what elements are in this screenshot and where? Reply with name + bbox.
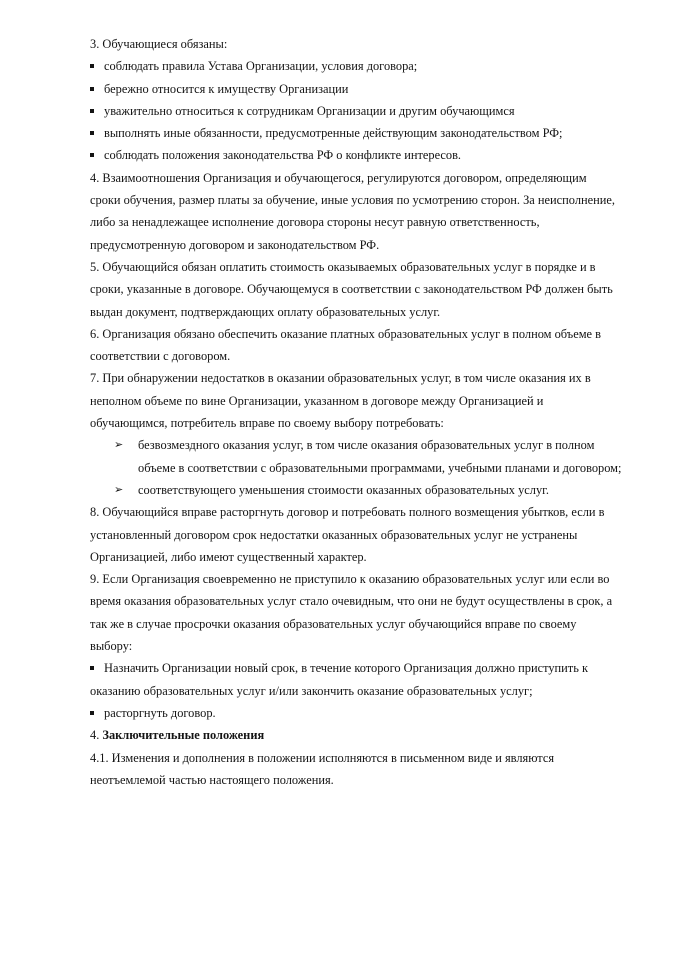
list-item: ➢ безвозмездного оказания услуг, в том числе оказания образовательных услуг в полном объеме в соответствии с образовательными программами, учебными планами и договором; bbox=[90, 434, 632, 479]
list-item: расторгнуть договор. bbox=[90, 702, 632, 724]
item4-paragraph: 4. Взаимоотношения Организация и обучающегося, регулируются договором, определяющим сроки обучения, размер платы за обучение, иные условия по усмотрению сторон. За неисполнение, либо за ненадлежащее исполнение договора стороны несут равную ответственность, предусмотренную договором и законодательством РФ. bbox=[90, 170, 615, 252]
item3-heading: 3. Обучающиеся обязаны: bbox=[90, 37, 228, 51]
arrow-bullet-icon: ➢ bbox=[114, 482, 124, 496]
list-item: ➢ соответствующего уменьшения стоимости оказанных образовательных услуг. bbox=[90, 479, 632, 501]
square-bullet-icon bbox=[90, 144, 104, 166]
section4-heading: 4. Заключительные положения bbox=[90, 728, 265, 743]
square-bullet-icon bbox=[90, 657, 104, 679]
item9-paragraph: 9. Если Организация своевременно не приступило к оказанию образовательных услуг или если во время оказания образовательных услуг стало очевидным, что они не будут осуществлены в срок, а так же в случае просрочки оказания образовательных услуг обучающийся вправе по своему выбору: Назначить Организации новый срок, в течение которого Организация должно приступить к оказанию образовательных услуг и/или закончить оказание образовательных услуг; расторгнуть договор. bbox=[90, 568, 632, 724]
item6-paragraph: 6. Организация обязано обеспечить оказание платных образовательных услуг в полном объеме в соответствии с договором. bbox=[90, 326, 602, 364]
list-item: Назначить Организации новый срок, в течение которого Организация должно приступить к bbox=[90, 657, 632, 679]
square-bullet-icon bbox=[90, 100, 104, 122]
square-bullet-icon bbox=[90, 702, 104, 724]
arrow-bullet-icon: ➢ bbox=[114, 438, 124, 452]
square-bullet-icon bbox=[90, 122, 104, 144]
list-item: соблюдать положения законодательства РФ о конфликте интересов. bbox=[90, 144, 632, 166]
section4-paragraph: 4.1. Изменения и дополнения в положении исполняются в письменном виде и являются неотъемлемой частью настоящего положения. bbox=[90, 750, 555, 787]
item5-paragraph: 5. Обучающийся обязан оплатить стоимость оказываемых образовательных услуг в порядке и в сроки, указанные в договоре. Обучающемуся в соответствии с законодательством РФ должен быть выдан документ, подтверждающих оплату образовательных услуг. bbox=[90, 259, 613, 319]
list-item: уважительно относиться к сотрудникам Организации и другим обучающимся bbox=[90, 100, 632, 122]
item7-paragraph: 7. При обнаружении недостатков в оказании образовательных услуг, в том числе оказания их в неполном объеме по вине Организации, указанном в договоре между Организацией и обучающимся, потребитель вправе по своему выбору потребовать: ➢ безвозмездного оказания услуг, в том числе оказания образовательных услуг в полном объеме в соответствии с образовательными программами, учебными планами и договором; ➢ соответствующего уменьшения стоимости оказанных образовательных услуг. bbox=[90, 367, 632, 501]
section4-title: Заключительные положения bbox=[102, 728, 265, 743]
list-item: соблюдать правила Устава Организации, условия договора; bbox=[90, 55, 632, 77]
list-item: бережно относится к имуществу Организации bbox=[90, 78, 632, 100]
square-bullet-icon bbox=[90, 55, 104, 77]
list-item: выполнять иные обязанности, предусмотренные действующим законодательством РФ; bbox=[90, 122, 632, 144]
item8-paragraph: 8. Обучающийся вправе расторгнуть договор и потребовать полного возмещения убытков, если в установленный договором срок недостатки оказанных образовательных услуг не устранены Организацией, либо имеют существенный характер. bbox=[90, 505, 605, 564]
square-bullet-icon bbox=[90, 78, 104, 100]
